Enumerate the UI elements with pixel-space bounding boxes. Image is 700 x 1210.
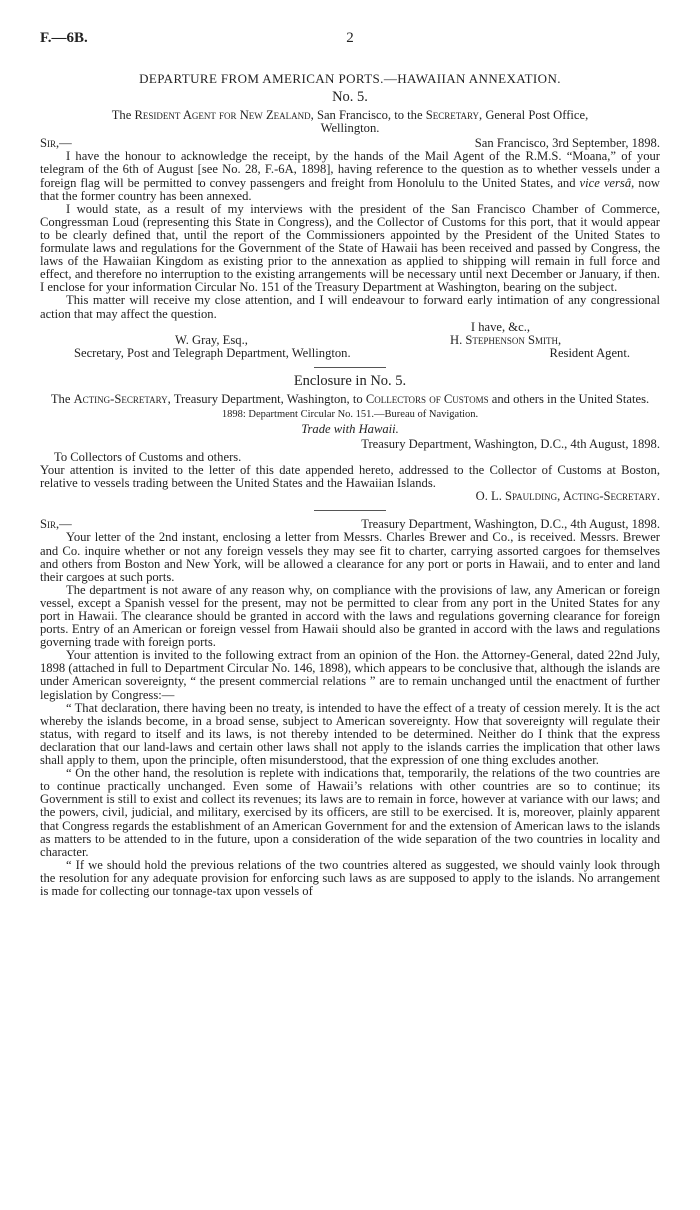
paragraph: “ If we should hold the previous relations of the two countries altered as suggested, we should vainly look through the resolution for any adequate provision for enforcing such laws as are supposed to apply to the islands. No arrangement is made for collecting our tonnage-tax upon vessels of bbox=[40, 857, 660, 898]
divider bbox=[314, 510, 386, 511]
paragraph: Your attention is invited to the following extract from an opinion of the Hon. the Attorney-General, dated 22nd July, 1898 (attached in full to Department Circular No. 146, 1898), which appears to be conclusive that, although the islands are under American sovereignty, “ the present commercial relations ” are to remain unchanged until the enactment of further legislation by Congress:— bbox=[40, 648, 660, 702]
paragraph: I have the honour to acknowledge the receipt, by the hands of the Mail Agent of the R.M.S. “Moana,” of your telegram of the 6th of August [see No. 28, F.-6A, 1898], having reference to the question as to whether vessels under a foreign flag will be permitted to convey passengers and freight from Honolulu to the United States, and vice versâ, now that the former country has been annexed. bbox=[40, 149, 660, 203]
paragraph: This matter will receive my close attention, and I will endeavour to forward early intimation of any congressional action that may affect the question. bbox=[40, 293, 660, 321]
italic-phrase: vice versâ bbox=[579, 175, 632, 190]
enclosure-title: Enclosure in No. 5. bbox=[293, 372, 407, 389]
letter-address: The Resident Agent for New Zealand, San Francisco, to the Secretary, General Post Office, Wellington. bbox=[111, 108, 589, 136]
enclosure-address: The Acting-Secretary, Treasury Department, Washington, to Collectors of Customs and others in the United States. bbox=[50, 391, 650, 406]
place-date: Treasury Department, Washington, D.C., 4th August, 1898. bbox=[361, 436, 660, 451]
circular-subject: Trade with Hawaii. bbox=[301, 421, 399, 436]
closing-row bbox=[40, 321, 660, 334]
letter-number: No. 5. bbox=[332, 89, 368, 106]
titles-row bbox=[40, 347, 660, 360]
signature: O. L. Spaulding, Acting-Secretary. bbox=[475, 489, 660, 504]
document-reference: F.—6B. bbox=[40, 30, 88, 46]
recipient-title: Secretary, Post and Telegraph Department, Wellington. bbox=[74, 345, 351, 360]
circular-line: 1898: Department Circular No. 151.—Bureau of Navigation. bbox=[221, 408, 479, 420]
names-row bbox=[40, 334, 660, 347]
closing: I have, &c., bbox=[470, 319, 530, 334]
salutation: Sir,— bbox=[40, 517, 72, 532]
paragraph: Your letter of the 2nd instant, enclosing a letter from Messrs. Charles Brewer and Co., is received. Messrs. Brewer and Co. inquire whether or not any foreign vessels they may see fit to charter, carrying assorted cargoes for themselves and others from Boston and New York, will be allowed a clearance for any port or ports in Hawaii, and to enter and land their cargoes at such ports. bbox=[40, 530, 660, 584]
signer-name: H. Stephenson Smith, bbox=[450, 332, 562, 347]
salutation: Sir,— bbox=[40, 136, 72, 151]
paragraph: “ On the other hand, the resolution is replete with indications that, temporarily, the relations of the two countries are to continue practically unchanged. Even some of Hawaii’s relations with other countries are so to continue; its Government is still to exist and collect its revenues; its laws are to remain in force, however at variance with our laws; and the powers, civil, judicial, and military, exercised by its officers, are still to be exercised. It is, moreover, plainly apparent that Congress regards the establishment of an American Government for and the extension of American laws to the islands as matters to be attended to in the future, upon a consideration of the wide separation of the two countries in locality and character. bbox=[40, 766, 660, 859]
paragraph: The department is not aware of any reason why, on compliance with the provisions of law, any American or foreign vessel, except a Spanish vessel for the present, may not be permitted to clear from any port in the United States for any port in Hawaii. The clearance should be granted in accord with the laws and regulations governing clearance for foreign ports. Entry of an American or foreign vessel from Hawaii should also be granted in accord with the laws and regulations governing trade with foreign ports. bbox=[40, 582, 660, 650]
letter-salutation-line bbox=[40, 518, 660, 531]
to-line: To Collectors of Customs and others. bbox=[54, 450, 242, 465]
page-number: 2 bbox=[346, 30, 354, 46]
paragraph: “ That declaration, there having been no treaty, is intended to have the effect of a treaty of cession merely. It is the act whereby the islands become, in a broad sense, subject to American sovereignty. How that sovereignty will regulate their status, with regard to itself and its laws, is not thereby intended to be determined. Neither do I think that the express declaration that our land-laws and certain other laws shall not apply to the islands carries the implication that other laws shall apply to them, upon the principle, often misunderstood, that the expression of one thing excludes another. bbox=[40, 700, 660, 768]
running-head bbox=[40, 30, 660, 48]
place-date: San Francisco, 3rd September, 1898. bbox=[474, 136, 660, 151]
recipient-name: W. Gray, Esq., bbox=[175, 332, 248, 347]
divider bbox=[314, 367, 386, 368]
paragraph: Your attention is invited to the letter of this date appended hereto, addressed to the Collector of Customs at Boston, relative to vessels trading between the United States and the Hawaiian Islands. bbox=[40, 463, 660, 491]
paragraph: I would state, as a result of my interviews with the president of the San Francisco Chamber of Commerce, Congressman Loud (representing this State in Congress), and the Collector of Customs for this port, that it would appear to be clearly defined that, until the report of the Commissioners appointed by the President of the United States to formulate laws and regulations for the Government of the State of Hawaii has been received and passed by Congress, the laws of the Hawaiian Kingdom as existing prior to the annexation as applied to shipping will remain in full force and effect, and therefore no interruption to the existing arrangements will be necessary until next December or January, if then. I enclose for your information Circular No. 151 of the Treasury Department at Washington, bearing on the subject. bbox=[40, 201, 660, 295]
letter-salutation-line bbox=[40, 137, 660, 150]
page-title: DEPARTURE FROM AMERICAN PORTS.—HAWAIIAN ANNEXATION. bbox=[139, 71, 561, 86]
signer-title: Resident Agent. bbox=[549, 345, 630, 360]
place-date: Treasury Department, Washington, D.C., 4th August, 1898. bbox=[361, 517, 660, 532]
